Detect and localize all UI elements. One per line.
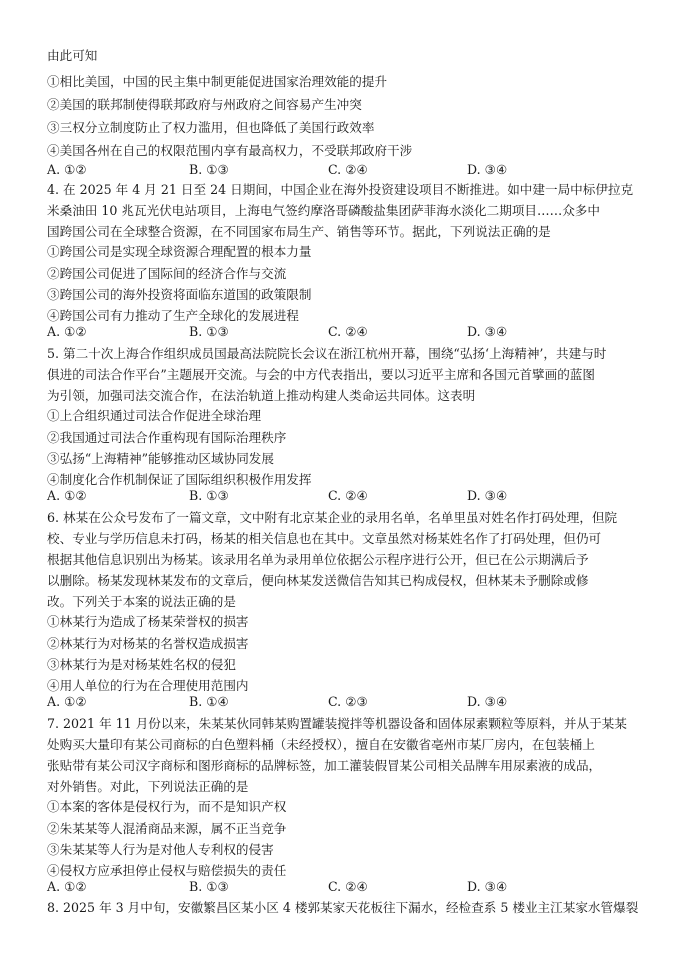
q7-stem-line-2: 处购买大量印有某公司商标的白色塑料桶（未经授权），擅自在安徽省亳州市某厂房内，在包装桶上: [47, 737, 595, 752]
q4-stem-line-2: 米桑油田 10 兆瓦光伏电站项目，上海电气签约摩洛哥磷酸盐集团萨菲海水淡化二期项目……众多中: [47, 203, 600, 218]
q4-statement-2: ②跨国公司促进了国际间的经济合作与交流: [47, 266, 287, 281]
q6-statement-4: ④用人单位的行为在合理使用范围内: [47, 678, 249, 693]
q3-statement-1: ①相比美国，中国的民主集中制更能促进国家治理效能的提升: [47, 74, 388, 89]
q5-option-c: C. ②④: [328, 488, 368, 503]
q3-option-b: B. ①③: [189, 162, 229, 177]
q6-option-a: A. ①②: [47, 694, 87, 709]
q6-statement-2: ②林某行为对杨某的名誉权造成损害: [47, 636, 249, 651]
q6-stem-line-5: 改。下列关于本案的说法正确的是: [47, 594, 236, 609]
q5-stem-line-3: 为引领，加强司法交流合作，在法治轨道上推动构建人类命运共同体。这表明: [47, 388, 476, 403]
q7-statement-2: ②朱某某等人混淆商品来源，属不正当竞争: [47, 821, 287, 836]
q7-option-d: D. ③④: [467, 879, 508, 894]
intro-text: 由此可知: [47, 48, 98, 63]
q3-option-d: D. ③④: [467, 162, 508, 177]
q3-option-a: A. ①②: [47, 162, 87, 177]
q5-option-d: D. ③④: [467, 488, 508, 503]
q7-stem-line-4: 对外销售。对此，下列说法正确的是: [47, 779, 249, 794]
q6-options: [47, 693, 647, 711]
q6-stem-line-4: 以删除。杨某发现林某发布的文章后，便向林某发送微信告知其已构成侵权，但林某未予删除或修: [47, 573, 589, 588]
q7-option-b: B. ①③: [189, 879, 229, 894]
q5-statement-1: ①上合组织通过司法合作促进全球治理: [47, 408, 262, 423]
q4-option-d: D. ③④: [467, 324, 508, 339]
q4-stem-line-3: 国跨国公司在全球整合资源，在不同国家布局生产、销售等环节。据此，下列说法正确的是: [47, 224, 551, 239]
q6-stem-line-3: 根据其他信息识别出为杨某。该录用名单为录用单位依据公示程序进行公开，但已在公示期满后予: [47, 552, 589, 567]
q4-statement-3: ③跨国公司的海外投资将面临东道国的政策限制: [47, 287, 312, 302]
q6-stem-line-2: 校、专业与学历信息未打码，杨某的相关信息也在其中。文章虽然对杨某姓名作了打码处理，但仍可: [47, 531, 602, 546]
q6-statement-1: ①林某行为造成了杨某荣誉权的损害: [47, 614, 249, 629]
q6-option-d: D. ③④: [467, 694, 508, 709]
q6-option-b: B. ①④: [189, 694, 229, 709]
q4-options: [47, 323, 647, 341]
q3-statement-3: ③三权分立制度防止了权力滥用，但也降低了美国行政效率: [47, 120, 375, 135]
q6-option-c: C. ②③: [328, 694, 368, 709]
q5-stem-line-2: 俱进的司法合作平台”主题展开交流。与会的中方代表指出，要以习近平主席和各国元首擘画的蓝图: [47, 367, 595, 382]
q6-statement-3: ③林某行为是对杨某姓名权的侵犯: [47, 657, 236, 672]
q5-statement-4: ④制度化合作机制保证了国际组织积极作用发挥: [47, 472, 312, 487]
q5-option-a: A. ①②: [47, 488, 87, 503]
q3-options: [47, 161, 647, 179]
q7-options: [47, 878, 647, 896]
q4-statement-1: ①跨国公司是实现全球资源合理配置的根本力量: [47, 244, 312, 259]
q4-stem-line-1: 4. 在 2025 年 4 月 21 日至 24 日期间，中国企业在海外投资建设项目不断推进。如中建一局中标伊拉克: [47, 182, 634, 197]
q7-statement-3: ③朱某某等人行为是对他人专利权的侵害: [47, 842, 274, 857]
q4-statement-4: ④跨国公司有力推动了生产全球化的发展进程: [47, 308, 299, 323]
q4-option-c: C. ②④: [328, 324, 368, 339]
q7-statement-1: ①本案的客体是侵权行为，而不是知识产权: [47, 799, 287, 814]
q5-option-b: B. ①③: [189, 488, 229, 503]
q5-stem-line-1: 5. 第二十次上海合作组织成员国最高法院院长会议在浙江杭州开幕，围绕“弘扬‘上海精神’，共建与时: [47, 346, 607, 361]
q5-options: [47, 487, 647, 505]
q4-option-a: A. ①②: [47, 324, 87, 339]
q7-statement-4: ④侵权方应承担停止侵权与赔偿损失的责任: [47, 863, 287, 878]
q3-statement-4: ④美国各州在自己的权限范围内享有最高权力，不受联邦政府干涉: [47, 143, 413, 158]
q7-stem-line-1: 7. 2021 年 11 月份以来，朱某某伙同韩某购置罐装搅拌等机器设备和固体尿素颗粒等原料，并从于某某: [47, 716, 627, 731]
q7-option-c: C. ②④: [328, 879, 368, 894]
q6-stem-line-1: 6. 林某在公众号发布了一篇文章，文中附有北京某企业的录用名单，名单里虽对姓名作打码处理，但院: [47, 510, 618, 525]
q7-option-a: A. ①②: [47, 879, 87, 894]
q4-option-b: B. ①③: [189, 324, 229, 339]
q5-statement-2: ②我国通过司法合作重构现有国际治理秩序: [47, 430, 287, 445]
q8-stem-line-1: 8. 2025 年 3 月中旬，安徽繁昌区某小区 4 楼郭某家天花板往下漏水，经检查系 5 楼业主江某家水管爆裂: [47, 900, 639, 915]
q3-option-c: C. ②④: [328, 162, 368, 177]
q5-statement-3: ③弘扬“上海精神”能够推动区域协同发展: [47, 451, 274, 466]
q3-statement-2: ②美国的联邦制使得联邦政府与州政府之间容易产生冲突: [47, 97, 362, 112]
q7-stem-line-3: 张贴带有某公司汉字商标和图形商标的品牌标签，加工灌装假冒某公司相关品牌车用尿素液的成品，: [47, 758, 602, 773]
